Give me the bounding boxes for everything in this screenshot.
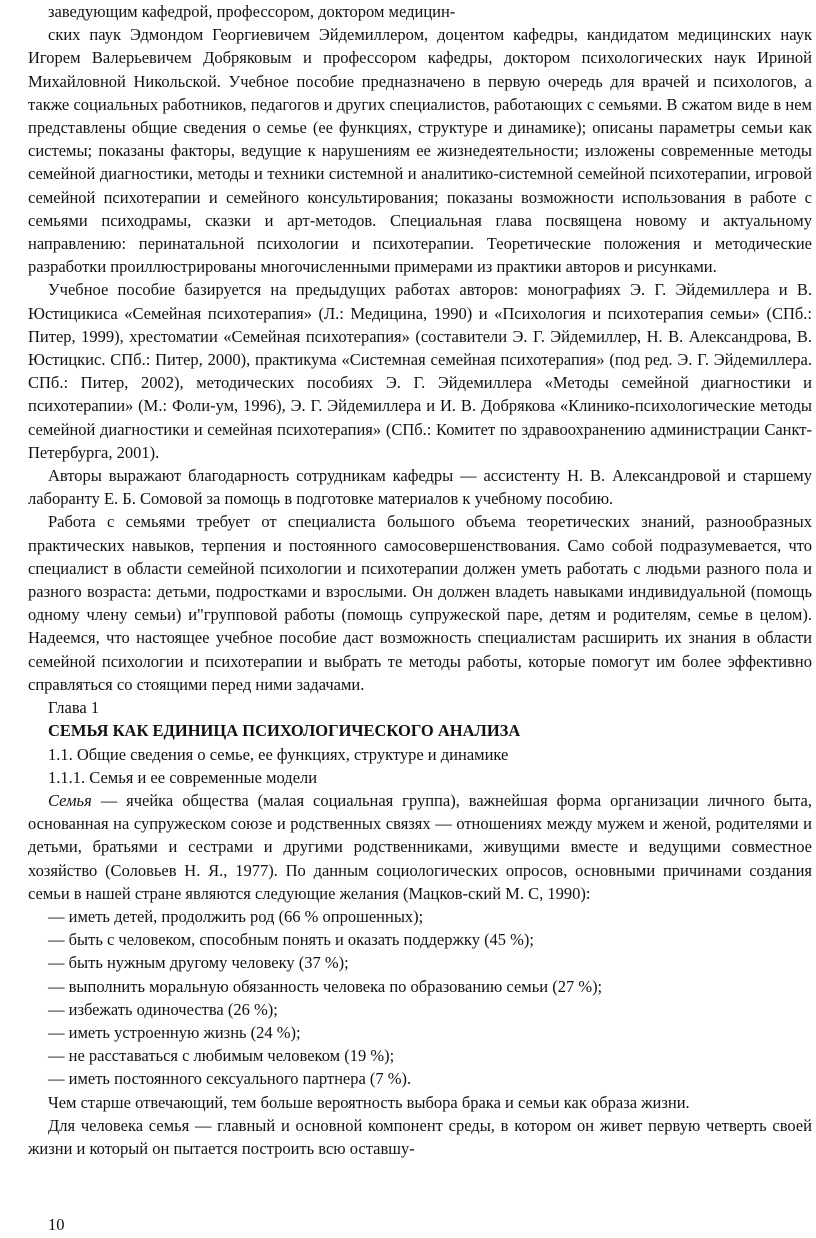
list-item: — избежать одиночества (26 %); — [48, 999, 278, 1019]
list-item: — быть нужным другому человеку (37 %); — [48, 953, 349, 973]
paragraph-acknowledgements: Авторы выражают благодарность сотрудникам кафедры — ассистенту Н. В. Александровой и старшему лаборанту Е. Б. Сомовой за помощь в подготовке материалов к учебному пособию. — [28, 466, 812, 509]
list-item: — иметь устроенную жизнь (24 %); — [48, 1022, 301, 1042]
subsection-heading: 1.1.1. Семья и ее современные модели — [48, 767, 318, 787]
paragraph-authors: ских паук Эдмондом Георгиевичем Эйдемиллером, доцентом кафедры, кандидатом медицинских наук Игорем Валерьевичем Добряковым и профессором кафедры, доктором психологических наук Ириной Михайловной Никольской. Учебное пособие предназначено в первую очередь для врачей и психологов, а также социальных работников, педагогов и других специалистов, работающих с семьями. В сжатом виде в нем представлены общие сведения о семье (ее функциях, структуре и динамике); описаны параметры семьи как системы; показаны факторы, ведущие к нарушениям ее жизнедеятельности; изложены современные методы семейной диагностики, методы и техники системной и аналитико-системной семейной психотерапии, игровой семейной психотерапии и семейного консультирования; показаны возможности использования в работе с семьями психодрамы, сказки и арт-методов. Специальная глава посвящена новому и актуальному направлению: перинатальной психологии и психотерапии. Теоретические положения и методические разработки проиллюстрированы многочисленными примерами из практики авторов и рисунками. — [28, 25, 812, 277]
list-item: — иметь детей, продолжить род (66 % опрошенных); — [48, 906, 424, 926]
list-item: — иметь постоянного сексуального партнера (7 %). — [48, 1069, 412, 1089]
list-item: — быть с человеком, способным понять и оказать поддержку (45 %); — [48, 930, 535, 950]
intro-line: заведующим кафедрой, профессором, доктором медицин- — [48, 2, 456, 21]
definition-text: — ячейка общества (малая социальная группа), важнейшая форма организации личного быта, основанная на супружеском союзе и родственных связях — отношениях между мужем и женой, родителями и детьми, братьями и сестрами и другими родственниками, живущими вместе и ведущими совместное хозяйство (Соловьев Н. Я., 1977). По данным социологических опросов, основными причинами создания семьи в нашей стране являются следующие желания (Мацков-ский М. С, 1990): — [28, 790, 812, 903]
chapter-title: СЕМЬЯ КАК ЕДИНИЦА ПСИХОЛОГИЧЕСКОГО АНАЛИЗА — [48, 721, 521, 741]
list-item: — не расставаться с любимым человеком (19 %); — [48, 1046, 395, 1066]
reasons-list — [28, 905, 812, 1091]
definition-term: Семья — [48, 790, 92, 810]
paragraph-environment: Для человека семья — главный и основной компонент среды, в котором он живет первую четверть своей жизни и который он пытается построить всю оставшу- — [28, 1115, 812, 1158]
paragraph-sources: Учебное пособие базируется на предыдущих работах авторов: монографиях Э. Г. Эйдемиллера и В. Юстицикиса «Семейная психотерапия» (Л.: Медицина, 1990) и «Психология и психотерапия семьи» (СПб.: Питер, 1999), хрестоматии «Семейная психотерапия» (составители Э. Г. Эйдемиллер, Н. В. Александрова, В. Юстицкис. СПб.: Питер, 2000), практикума «Системная семейная психотерапия» (под ред. Э. Г. Эйдемиллера. СПб.: Питер, 2002), методических пособиях Э. Г. Эйдемиллера «Методы семейной диагностики и психотерапии» (М.: Фоли-ум, 1996), Э. Г. Эйдемиллера и И. В. Добрякова «Клинико-психологические методы семейной диагностики и семейная психотерапия» (СПб.: Комитет по здравоохранению администрации Санкт-Петербурга, 2001). — [28, 280, 812, 462]
section-heading: 1.1. Общие сведения о семье, ее функциях, структуре и динамике — [48, 744, 509, 764]
list-item: — выполнить моральную обязанность человека по образованию семьи (27 %); — [48, 976, 603, 996]
page-number: 10 — [48, 1215, 65, 1234]
paragraph-purpose: Работа с семьями требует от специалиста большого объема теоретических знаний, разнообразных практических навыков, терпения и постоянного самосовершенствования. Само собой подразумевается, что специалист в области семейной психологии и психотерапии должен уметь работать с людьми разного пола и разного возраста: детьми, подростками и взрослыми. Он должен владеть навыками индивидуальной (помощь одному члену семьи) и"групповой работы (помощь супружеской паре, детям и родителям, семье в целом). Надеемся, что настоящее учебное пособие даст возможность специалистам расширить их знания в области семейной психологии и психотерапии и выбрать те методы работы, которые помогут им более эффективно справляться со стоящими перед ними задачами. — [28, 512, 812, 694]
paragraph-age: Чем старше отвечающий, тем больше вероятность выбора брака и семьи как образа жизни. — [48, 1092, 690, 1112]
chapter-label: Глава 1 — [48, 698, 100, 718]
paragraph-definition — [28, 789, 812, 905]
